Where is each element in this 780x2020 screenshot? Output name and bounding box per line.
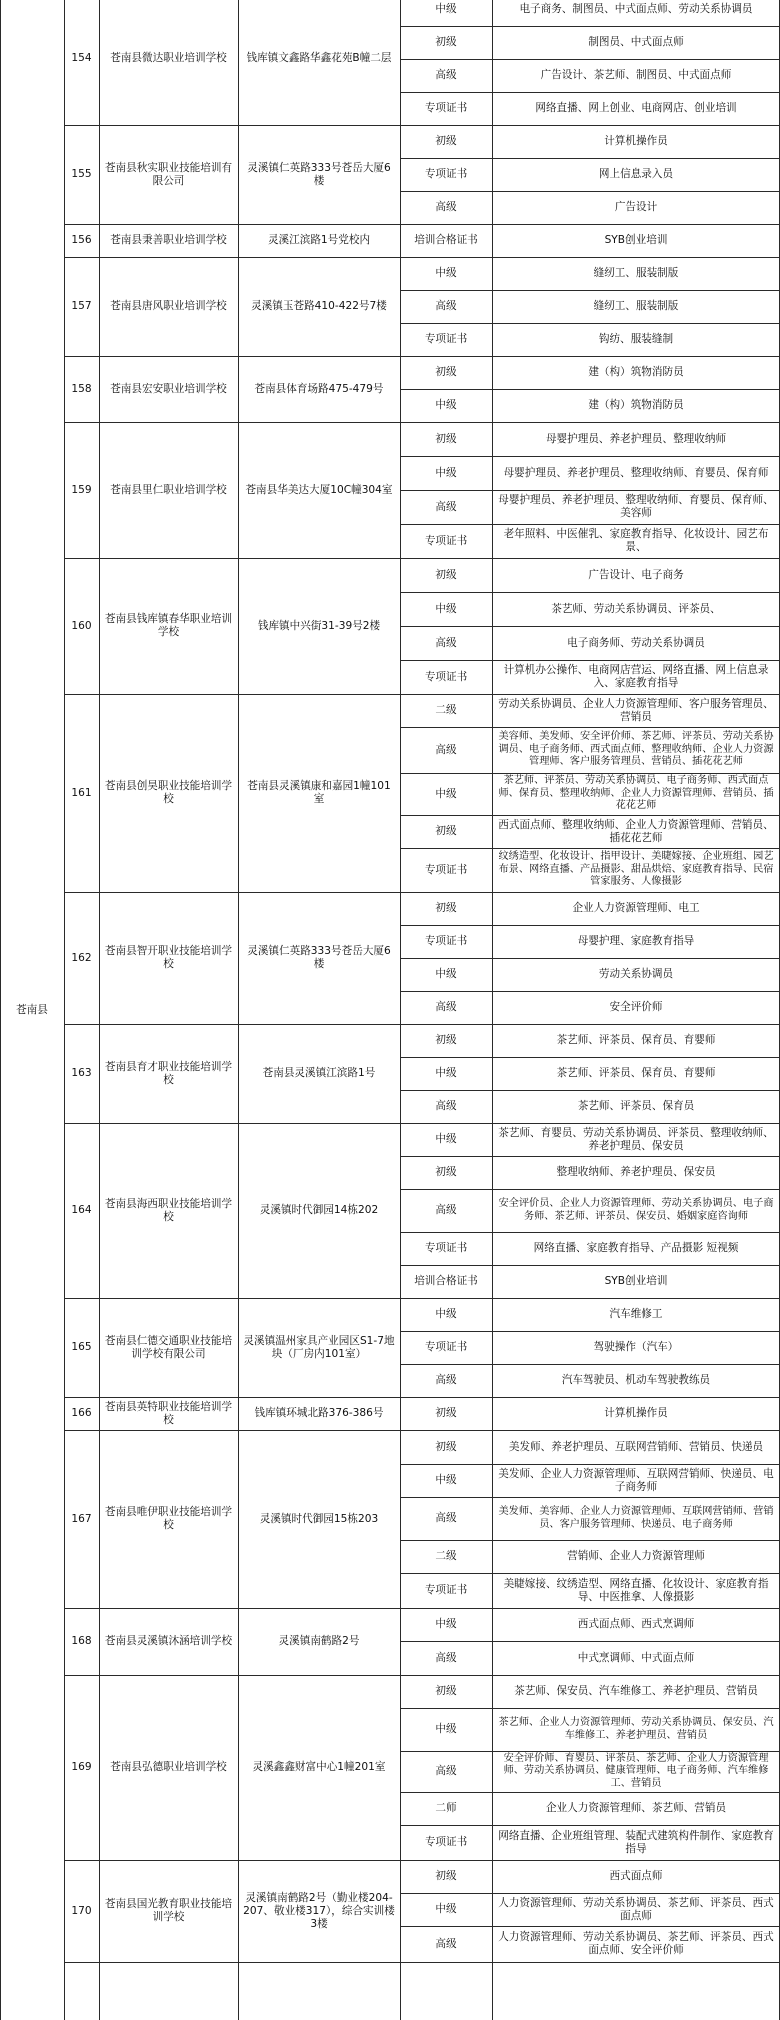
certificate-level: 高级 <box>435 1937 457 1950</box>
certificate-level: 初级 <box>435 432 457 445</box>
certificate-level: 中级 <box>435 399 457 411</box>
institution-address: 灵溪江滨路1号党校内 <box>267 234 371 246</box>
certificate-level: 中级 <box>435 1474 457 1486</box>
certificate-level: 高级 <box>435 300 457 312</box>
occupation-list: SYB创业培训 <box>604 234 668 246</box>
certificate-level: 中级 <box>435 1618 457 1630</box>
certificate-level: 高级 <box>435 1204 457 1216</box>
occupation-list: 美发师、企业人力资源管理师、互联网营销师、快递员、电子商务师 <box>498 1467 774 1493</box>
institution-address: 苍南县体育场路475-479号 <box>254 382 384 395</box>
occupation-list: 汽车维修工 <box>609 1308 663 1320</box>
occupation-list: 汽车驾驶员、机动车驾驶教练员 <box>561 1374 711 1386</box>
occupation-list: 美容师、美发师、安全评价师、茶艺师、评茶员、劳动关系协调员、电子商务师、西式面点师、整理收纳师、企业人力资源管理师、客户服务管理员、营销员、插花花艺师 <box>498 731 774 768</box>
certificate-level: 中级 <box>435 968 457 980</box>
institution-address: 灵溪镇仁英路333号苍岳大厦6楼 <box>247 161 391 187</box>
certificate-level: 专项证书 <box>424 534 468 547</box>
column-border <box>99 0 100 2020</box>
certificate-level: 高级 <box>435 743 457 756</box>
institution-name: 苍南县微达职业培训学校 <box>110 52 227 64</box>
institution-name: 苍南县秋实职业技能培训有限公司 <box>104 161 233 187</box>
certificate-level: 初级 <box>435 902 457 914</box>
occupation-list: 中式烹调师、中式面点师 <box>577 1651 695 1664</box>
institution-address: 苍南县灵溪镇江滨路1号 <box>262 1067 376 1079</box>
institution-number: 159 <box>71 483 92 496</box>
institution-name: 苍南县创昊职业技能培训学校 <box>104 780 233 805</box>
occupation-list: 广告设计、电子商务 <box>588 568 684 581</box>
institution-address: 钱库镇中兴街31-39号2楼 <box>257 619 381 632</box>
certificate-level: 高级 <box>435 69 457 81</box>
occupation-list: 西式面点师、整理收纳师、企业人力资源管理师、营销员、插花花艺师 <box>498 818 774 844</box>
occupation-list: 劳动关系协调员 <box>598 968 674 980</box>
institution-name: 苍南县仁德交通职业技能培训学校有限公司 <box>104 1334 233 1360</box>
certificate-level: 高级 <box>435 201 457 213</box>
occupation-list: 营销师、企业人力资源管理师 <box>567 1550 705 1562</box>
certificate-level: 初级 <box>435 1407 457 1419</box>
institution-number: 169 <box>71 1761 92 1773</box>
occupation-list: 网络直播、网上创业、电商网店、创业培训 <box>535 102 737 114</box>
institution-address: 灵溪镇时代御园15栋203 <box>259 1512 379 1525</box>
certificate-level: 二师 <box>435 1802 457 1814</box>
institution-number: 154 <box>71 52 92 64</box>
county-name: 苍南县 <box>16 1003 48 1016</box>
occupation-list: 计算机办公操作、电商网店营运、网络直播、网上信息录入、家庭教育指导 <box>503 664 769 689</box>
certificate-level: 初级 <box>435 1440 457 1453</box>
occupation-list: 茶艺师、评茶员、劳动关系协调员、电子商务师、西式面点师、保育员、整理收纳师、企业人力资源管理师、营销员、插花花艺师 <box>498 775 774 812</box>
certificate-level: 高级 <box>435 1651 457 1664</box>
occupation-list: 老年照料、中医催乳、家庭教育指导、化妆设计、园艺布景、 <box>503 528 769 553</box>
institution-name: 苍南县弘德职业培训学校 <box>110 1761 227 1773</box>
institution-number: 158 <box>71 382 92 395</box>
institution-address: 苍南县灵溪镇康和嘉园1幢101室 <box>247 780 391 805</box>
certificate-level: 专项证书 <box>424 1584 468 1596</box>
occupation-list: 企业人力资源管理师、电工 <box>572 902 700 914</box>
institution-number: 168 <box>71 1635 92 1647</box>
occupation-list: 人力资源管理师、劳动关系协调员、茶艺师、评茶员、西式面点师 <box>498 1896 774 1922</box>
certificate-level: 中级 <box>435 602 457 615</box>
occupation-list: 缝纫工、服装制版 <box>593 267 679 279</box>
institution-name: 苍南县智开职业技能培训学校 <box>104 945 233 970</box>
occupation-list: 劳动关系协调员、企业人力资源管理师、客户服务管理员、营销员 <box>498 697 774 723</box>
occupation-list: 西式面点师、西式烹调师 <box>577 1618 695 1630</box>
occupation-list: 安全评价师、育婴员、评茶员、茶艺师、企业人力资源管理师、劳动关系协调员、健康管理师、电子商务师、汽车维修工、营销员 <box>503 1752 769 1789</box>
occupation-list: 母婴护理员、养老护理员、整理收纳师、育婴员、保育师 <box>503 466 769 479</box>
institution-name: 苍南县海西职业技能培训学校 <box>104 1197 233 1223</box>
certificate-level: 二级 <box>435 704 457 716</box>
certificate-level: 高级 <box>435 1512 457 1524</box>
certificate-level: 培训合格证书 <box>414 1275 478 1287</box>
institution-address: 灵溪镇仁英路333号苍岳大厦6楼 <box>247 945 391 970</box>
certificate-level: 中级 <box>435 1723 457 1735</box>
occupation-list: 网络直播、企业班组管理、装配式建筑构件制作、家庭教育指导 <box>498 1829 774 1855</box>
institution-address: 灵溪鑫鑫财富中心1幢201室 <box>252 1761 386 1773</box>
occupation-list: 茶艺师、评茶员、保育员、育婴师 <box>556 1067 716 1079</box>
institution-number: 170 <box>71 1904 92 1917</box>
institution-address: 灵溪镇时代御园14栋202 <box>259 1204 379 1216</box>
institution-number: 156 <box>71 234 92 246</box>
occupation-list: 驾驶操作（汽车） <box>593 1341 679 1353</box>
certificate-level: 初级 <box>435 1166 457 1178</box>
certificate-level: 中级 <box>435 1903 457 1915</box>
institution-name: 苍南县国光教育职业技能培训学校 <box>104 1898 233 1923</box>
certificate-level: 中级 <box>435 1133 457 1145</box>
institution-number: 166 <box>71 1407 92 1419</box>
occupation-list: 西式面点师 <box>609 1870 663 1882</box>
certificate-level: 高级 <box>435 1765 457 1777</box>
certificate-level: 中级 <box>435 2 457 15</box>
institution-name: 苍南县唯伊职业技能培训学校 <box>104 1506 233 1531</box>
institution-address: 灵溪镇南鹤路2号（勤业楼204-207、敬业楼317），综合实训楼3楼 <box>243 1891 395 1930</box>
institution-name: 苍南县秉善职业培训学校 <box>110 234 227 246</box>
occupation-list: 安全评价师 <box>609 1001 663 1013</box>
occupation-list: 网上信息录入员 <box>598 168 674 180</box>
institution-number: 155 <box>71 168 92 180</box>
institution-number: 164 <box>71 1204 92 1216</box>
occupation-list: 人力资源管理师、劳动关系协调员、茶艺师、评茶员、西式面点师、安全评价师 <box>498 1931 774 1956</box>
certificate-level: 中级 <box>435 267 457 279</box>
certificate-level: 初级 <box>435 36 457 48</box>
occupation-list: 计算机操作员 <box>604 135 668 147</box>
column-border <box>0 0 1 2020</box>
certificate-level: 专项证书 <box>424 935 468 947</box>
occupation-list: 网络直播、家庭教育指导、产品摄影 短视频 <box>533 1242 739 1254</box>
certificate-level: 中级 <box>435 1308 457 1320</box>
institution-number: 163 <box>71 1067 92 1079</box>
occupation-list: 母婴护理员、养老护理员、整理收纳师 <box>545 432 727 445</box>
institution-address: 钱库镇环城北路376-386号 <box>254 1407 384 1419</box>
occupation-list: 母婴护理、家庭教育指导 <box>577 935 695 947</box>
column-border <box>64 0 65 2020</box>
occupation-list: 制图员、中式面点师 <box>588 36 684 48</box>
institution-number: 165 <box>71 1341 92 1353</box>
occupation-list: 建（构）筑物消防员 <box>588 366 684 378</box>
column-border <box>492 0 493 2020</box>
institution-number: 157 <box>71 300 92 312</box>
row-border <box>64 1962 780 1963</box>
column-border <box>238 0 239 2020</box>
occupation-list: 安全评价员、企业人力资源管理师、劳动关系协调员、电子商务师、茶艺师、评茶员、保安员、婚姻家庭咨询师 <box>498 1198 774 1222</box>
institution-address: 灵溪镇温州家具产业园区S1-7地块（厂房内101室） <box>243 1334 395 1360</box>
certificate-level: 专项证书 <box>424 1242 468 1254</box>
occupation-list: 建（构）筑物消防员 <box>588 399 684 411</box>
certificate-level: 初级 <box>435 1685 457 1697</box>
certificate-level: 高级 <box>435 500 457 513</box>
occupation-list: SYB创业培训 <box>604 1275 668 1287</box>
occupation-list: 美发师、养老护理员、互联网营销师、营销员、快递员 <box>508 1440 764 1453</box>
certificate-level: 高级 <box>435 1100 457 1112</box>
certificate-level: 高级 <box>435 636 457 649</box>
occupation-list: 广告设计、茶艺师、制图员、中式面点师 <box>540 69 732 81</box>
occupation-list: 电子商务师、劳动关系协调员 <box>567 636 705 649</box>
certificate-level: 初级 <box>435 366 457 378</box>
institution-name: 苍南县宏安职业培训学校 <box>110 382 227 395</box>
certificate-level: 初级 <box>435 1870 457 1882</box>
certificate-level: 专项证书 <box>424 1836 468 1848</box>
certificate-level: 中级 <box>435 466 457 479</box>
institution-number: 167 <box>71 1512 92 1525</box>
occupation-list: 茶艺师、评茶员、保育员 <box>577 1100 695 1112</box>
institution-name: 苍南县灵溪镇沐涵培训学校 <box>104 1635 233 1647</box>
occupation-list: 企业人力资源管理师、茶艺师、营销员 <box>545 1802 727 1814</box>
certificate-level: 二级 <box>435 1550 457 1562</box>
occupation-list: 美发师、美容师、企业人力资源管理师、互联网营销师、营销员、客户服务管理师、快递员、电子商务师 <box>498 1506 774 1530</box>
certificate-level: 专项证书 <box>424 1341 468 1353</box>
occupation-list: 电子商务、制图员、中式面点师、劳动关系协调员 <box>519 2 753 15</box>
institution-number: 162 <box>71 951 92 964</box>
certificate-level: 高级 <box>435 1001 457 1013</box>
occupation-list: 茶艺师、育婴员、劳动关系协调员、评茶员、整理收纳师、养老护理员、保安员 <box>498 1126 774 1152</box>
certificate-level: 专项证书 <box>424 670 468 683</box>
occupation-list: 计算机操作员 <box>604 1407 668 1419</box>
certificate-level: 专项证书 <box>424 333 468 345</box>
occupation-list: 美睫嫁接、纹绣造型、网络直播、化妆设计、家庭教育指导、中医推拿、人像摄影 <box>503 1577 769 1603</box>
certificate-level: 初级 <box>435 1034 457 1046</box>
occupation-list: 茶艺师、劳动关系协调员、评茶员、 <box>551 602 721 615</box>
certificate-level: 初级 <box>435 568 457 581</box>
certificate-level: 专项证书 <box>424 102 468 114</box>
certificate-level: 初级 <box>435 135 457 147</box>
occupation-list: 纹绣造型、化妆设计、指甲设计、美睫嫁接、企业班组、园艺布景、网络直播、产品摄影、甜品烘焙、家庭教育指导、民宿管家服务、人像摄影 <box>498 851 774 888</box>
certificate-level: 专项证书 <box>424 168 468 180</box>
institution-address: 灵溪镇南鹤路2号 <box>278 1635 360 1647</box>
certificate-level: 培训合格证书 <box>414 234 478 246</box>
institution-name: 苍南县英特职业技能培训学校 <box>104 1400 233 1426</box>
occupation-list: 母婴护理员、养老护理员、整理收纳师、育婴员、保育师、美容师 <box>498 494 774 519</box>
certificate-level: 初级 <box>435 825 457 837</box>
certificate-level: 专项证书 <box>424 863 468 876</box>
occupation-list: 茶艺师、保安员、汽车维修工、养老护理员、营销员 <box>514 1685 758 1697</box>
column-border <box>400 0 401 2020</box>
occupation-list: 茶艺师、评茶员、保育员、育婴师 <box>556 1034 716 1046</box>
institution-name: 苍南县钱库镇春华职业培训学校 <box>104 613 233 638</box>
institution-address: 灵溪镇玉苍路410-422号7楼 <box>251 300 387 312</box>
occupation-list: 广告设计 <box>614 201 658 213</box>
certificate-level: 中级 <box>435 787 457 800</box>
institution-number: 160 <box>71 619 92 632</box>
occupation-list: 整理收纳师、养老护理员、保安员 <box>556 1166 716 1178</box>
institution-name: 苍南县唐风职业培训学校 <box>110 300 227 312</box>
certificate-level: 高级 <box>435 1374 457 1386</box>
institution-number: 161 <box>71 786 92 799</box>
institution-name: 苍南县育才职业技能培训学校 <box>104 1060 233 1086</box>
occupation-list: 缝纫工、服装制版 <box>593 300 679 312</box>
occupation-list: 钩纺、服装缝制 <box>598 333 674 345</box>
institution-address: 钱库镇文鑫路华鑫花苑B幢二层 <box>246 52 392 64</box>
institution-name: 苍南县里仁职业培训学校 <box>110 483 227 496</box>
institution-address: 苍南县华美达大厦10C幢304室 <box>245 483 393 496</box>
occupation-list: 茶艺师、企业人力资源管理师、劳动关系协调员、保安员、汽车维修工、养老护理员、营销员 <box>498 1717 774 1741</box>
certificate-level: 中级 <box>435 1067 457 1079</box>
